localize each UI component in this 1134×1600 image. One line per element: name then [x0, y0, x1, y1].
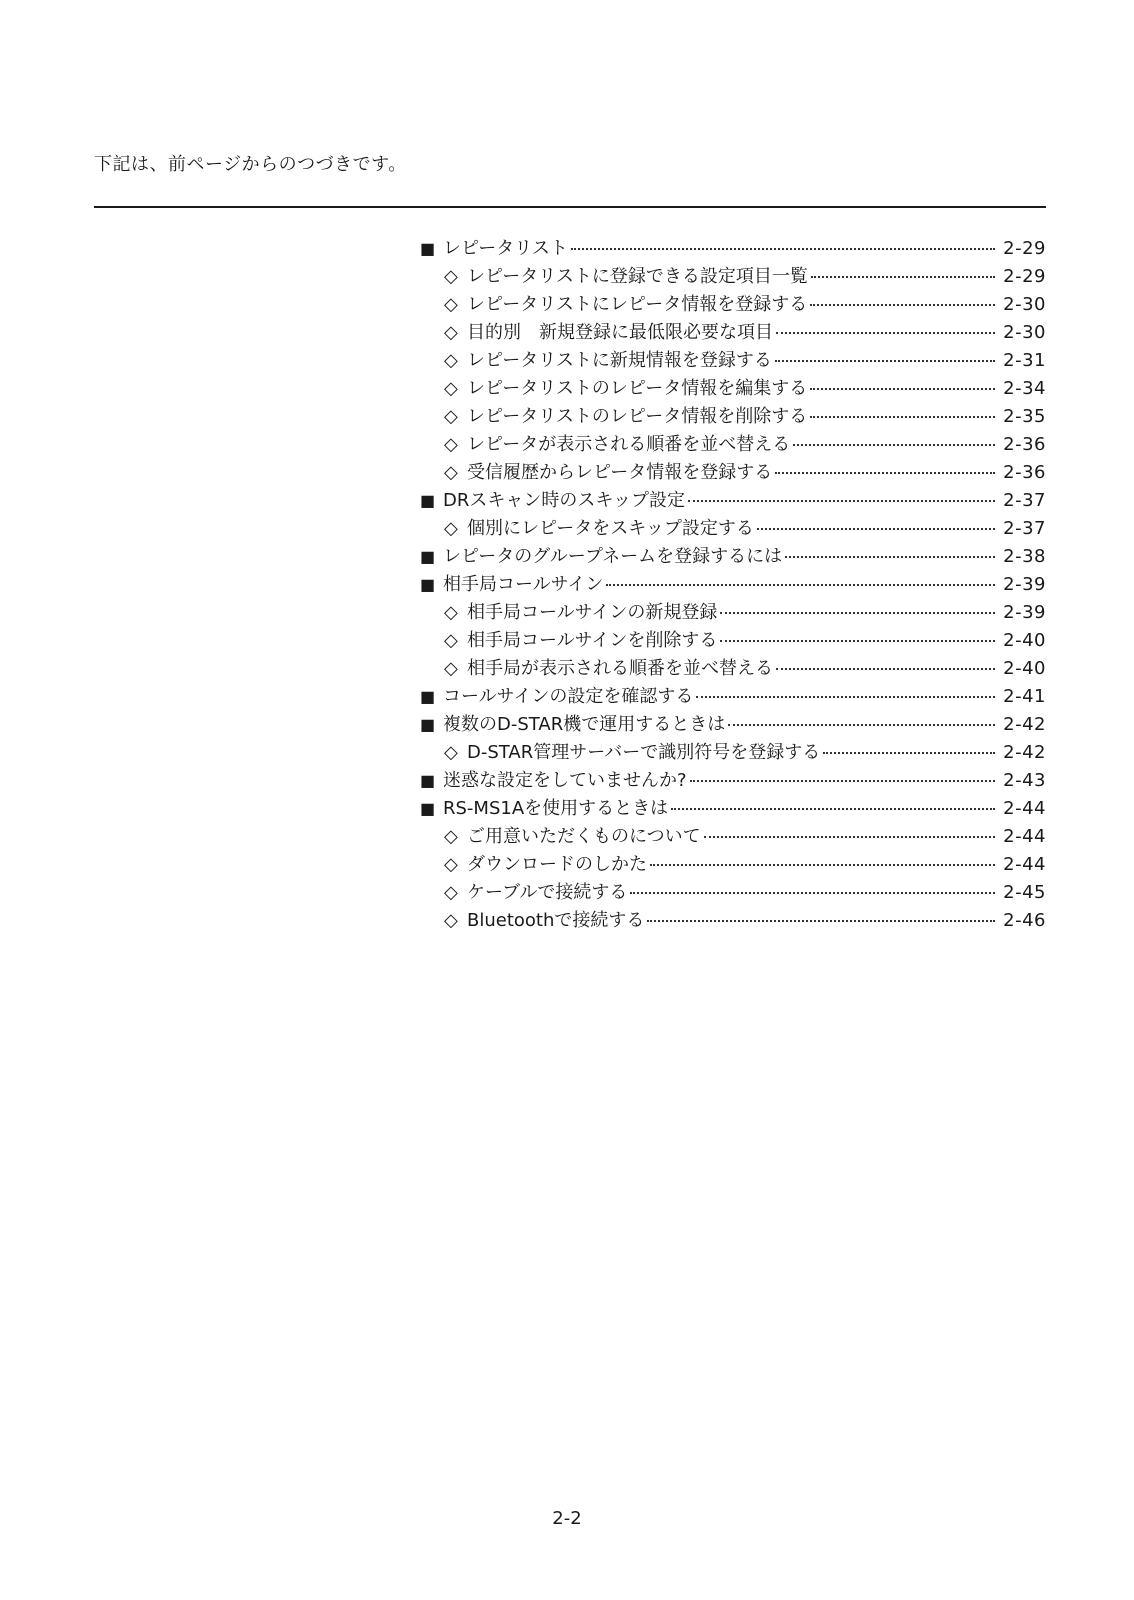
toc-subsection-entry[interactable]: [420, 626, 1046, 654]
dot-leader: [757, 528, 995, 530]
diamond-bullet-icon: ◇: [444, 322, 458, 343]
toc-section-entry[interactable]: [420, 486, 1046, 514]
dot-leader: [776, 332, 995, 334]
toc-entry-title: D-STAR管理サーバーで識別符号を登録する: [467, 742, 821, 763]
toc-entry-title: レピータリストのレピータ情報を削除する: [467, 406, 808, 427]
toc-entry-title: RS-MS1Aを使用するときは: [443, 798, 669, 819]
square-bullet-icon: ■: [420, 575, 436, 594]
dot-leader: [793, 444, 995, 446]
toc-section-entry[interactable]: [420, 794, 1046, 822]
toc-entry-page: 2-44: [1003, 798, 1046, 819]
dot-leader: [690, 780, 995, 782]
toc-entry-title: DRスキャン時のスキップ設定: [443, 490, 686, 511]
toc-entry-page: 2-38: [1003, 546, 1046, 567]
toc-entry-title: ダウンロードのしかた: [467, 854, 647, 875]
toc-entry-title: 相手局コールサインの新規登録: [467, 602, 718, 623]
toc-section-entry[interactable]: [420, 682, 1046, 710]
toc-entry-title: レピータリストに登録できる設定項目一覧: [467, 266, 808, 287]
toc-entry-page: 2-45: [1003, 882, 1046, 903]
diamond-bullet-icon: ◇: [444, 406, 458, 427]
toc-entry-page: 2-46: [1003, 910, 1046, 931]
dot-leader: [647, 920, 995, 922]
toc-entry-page: 2-40: [1003, 630, 1046, 651]
toc-subsection-entry[interactable]: [420, 822, 1046, 850]
toc-section-entry[interactable]: [420, 542, 1046, 570]
toc-entry-title: 相手局コールサインを削除する: [467, 630, 718, 651]
dot-leader: [811, 276, 995, 278]
toc-entry-page: 2-31: [1003, 350, 1046, 371]
dot-leader: [775, 360, 995, 362]
header-rule: [94, 206, 1046, 208]
toc-entry-title: 目的別 新規登録に最低限必要な項目: [467, 322, 773, 343]
dot-leader: [650, 864, 995, 866]
dot-leader: [696, 696, 995, 698]
toc-entry-page: 2-43: [1003, 770, 1046, 791]
dot-leader: [720, 640, 995, 642]
diamond-bullet-icon: ◇: [444, 630, 458, 651]
square-bullet-icon: ■: [420, 715, 436, 734]
toc-entry-page: 2-35: [1003, 406, 1046, 427]
dot-leader: [606, 584, 995, 586]
dot-leader: [776, 668, 995, 670]
continuation-note: 下記は、前ページからのつづきです。: [94, 154, 407, 175]
toc-entry-page: 2-42: [1003, 714, 1046, 735]
square-bullet-icon: ■: [420, 799, 436, 818]
diamond-bullet-icon: ◇: [444, 294, 458, 315]
toc-subsection-entry[interactable]: [420, 850, 1046, 878]
diamond-bullet-icon: ◇: [444, 462, 458, 483]
toc-subsection-entry[interactable]: [420, 374, 1046, 402]
toc-entry-page: 2-41: [1003, 686, 1046, 707]
toc-subsection-entry[interactable]: [420, 402, 1046, 430]
dot-leader: [728, 724, 995, 726]
toc-subsection-entry[interactable]: [420, 738, 1046, 766]
toc-entry-title: ケーブルで接続する: [467, 882, 628, 903]
toc-entry-title: 複数のD-STAR機で運用するときは: [443, 714, 726, 735]
toc-subsection-entry[interactable]: [420, 346, 1046, 374]
table-of-contents: [420, 234, 1046, 934]
toc-entry-page: 2-30: [1003, 294, 1046, 315]
dot-leader: [720, 612, 995, 614]
square-bullet-icon: ■: [420, 491, 436, 510]
toc-entry-page: 2-44: [1003, 854, 1046, 875]
diamond-bullet-icon: ◇: [444, 882, 458, 903]
toc-subsection-entry[interactable]: [420, 262, 1046, 290]
toc-entry-page: 2-34: [1003, 378, 1046, 399]
toc-entry-title: 個別にレピータをスキップ設定する: [467, 518, 754, 539]
toc-entry-title: レピータリストに新規情報を登録する: [467, 350, 772, 371]
toc-entry-page: 2-42: [1003, 742, 1046, 763]
dot-leader: [671, 808, 995, 810]
dot-leader: [704, 836, 995, 838]
toc-entry-title: レピータリストにレピータ情報を登録する: [467, 294, 808, 315]
diamond-bullet-icon: ◇: [444, 350, 458, 371]
toc-entry-page: 2-36: [1003, 434, 1046, 455]
toc-entry-page: 2-37: [1003, 518, 1046, 539]
toc-subsection-entry[interactable]: [420, 514, 1046, 542]
toc-entry-title: 迷惑な設定をしていませんか?: [443, 770, 687, 791]
square-bullet-icon: ■: [420, 547, 436, 566]
dot-leader: [810, 304, 995, 306]
toc-entry-page: 2-44: [1003, 826, 1046, 847]
dot-leader: [823, 752, 995, 754]
toc-subsection-entry[interactable]: [420, 906, 1046, 934]
dot-leader: [630, 892, 995, 894]
toc-entry-title: レピータリストのレピータ情報を編集する: [467, 378, 808, 399]
toc-entry-title: レピータリスト: [443, 238, 568, 259]
toc-entry-page: 2-36: [1003, 462, 1046, 483]
toc-entry-page: 2-37: [1003, 490, 1046, 511]
page-number: 2-2: [552, 1508, 582, 1529]
toc-subsection-entry[interactable]: [420, 318, 1046, 346]
toc-entry-title: コールサインの設定を確認する: [443, 686, 694, 707]
dot-leader: [785, 556, 995, 558]
diamond-bullet-icon: ◇: [444, 826, 458, 847]
toc-entry-title: レピータのグループネームを登録するには: [443, 546, 783, 567]
dot-leader: [810, 416, 995, 418]
dot-leader: [775, 472, 995, 474]
diamond-bullet-icon: ◇: [444, 434, 458, 455]
diamond-bullet-icon: ◇: [444, 378, 458, 399]
toc-subsection-entry[interactable]: [420, 654, 1046, 682]
toc-entry-page: 2-39: [1003, 602, 1046, 623]
square-bullet-icon: ■: [420, 239, 436, 258]
toc-entry-page: 2-29: [1003, 238, 1046, 259]
toc-subsection-entry[interactable]: [420, 458, 1046, 486]
toc-section-entry[interactable]: [420, 570, 1046, 598]
square-bullet-icon: ■: [420, 771, 436, 790]
dot-leader: [810, 388, 995, 390]
dot-leader: [571, 248, 995, 250]
toc-entry-page: 2-30: [1003, 322, 1046, 343]
toc-section-entry[interactable]: [420, 766, 1046, 794]
square-bullet-icon: ■: [420, 687, 436, 706]
toc-entry-title: 受信履歴からレピータ情報を登録する: [467, 462, 773, 483]
toc-subsection-entry[interactable]: [420, 430, 1046, 458]
diamond-bullet-icon: ◇: [444, 910, 458, 931]
diamond-bullet-icon: ◇: [444, 518, 458, 539]
diamond-bullet-icon: ◇: [444, 854, 458, 875]
toc-entry-title: 相手局が表示される順番を並べ替える: [467, 658, 773, 679]
toc-entry-page: 2-40: [1003, 658, 1046, 679]
toc-entry-title: 相手局コールサイン: [443, 574, 604, 595]
diamond-bullet-icon: ◇: [444, 658, 458, 679]
toc-entry-title: レピータが表示される順番を並べ替える: [467, 434, 791, 455]
diamond-bullet-icon: ◇: [444, 266, 458, 287]
toc-entry-page: 2-29: [1003, 266, 1046, 287]
toc-subsection-entry[interactable]: [420, 878, 1046, 906]
toc-subsection-entry[interactable]: [420, 598, 1046, 626]
diamond-bullet-icon: ◇: [444, 742, 458, 763]
toc-subsection-entry[interactable]: [420, 290, 1046, 318]
toc-entry-page: 2-39: [1003, 574, 1046, 595]
toc-entry-title: ご用意いただくものについて: [467, 826, 701, 847]
dot-leader: [688, 500, 995, 502]
toc-section-entry[interactable]: [420, 234, 1046, 262]
toc-section-entry[interactable]: [420, 710, 1046, 738]
diamond-bullet-icon: ◇: [444, 602, 458, 623]
toc-entry-title: Bluetoothで接続する: [467, 910, 645, 931]
